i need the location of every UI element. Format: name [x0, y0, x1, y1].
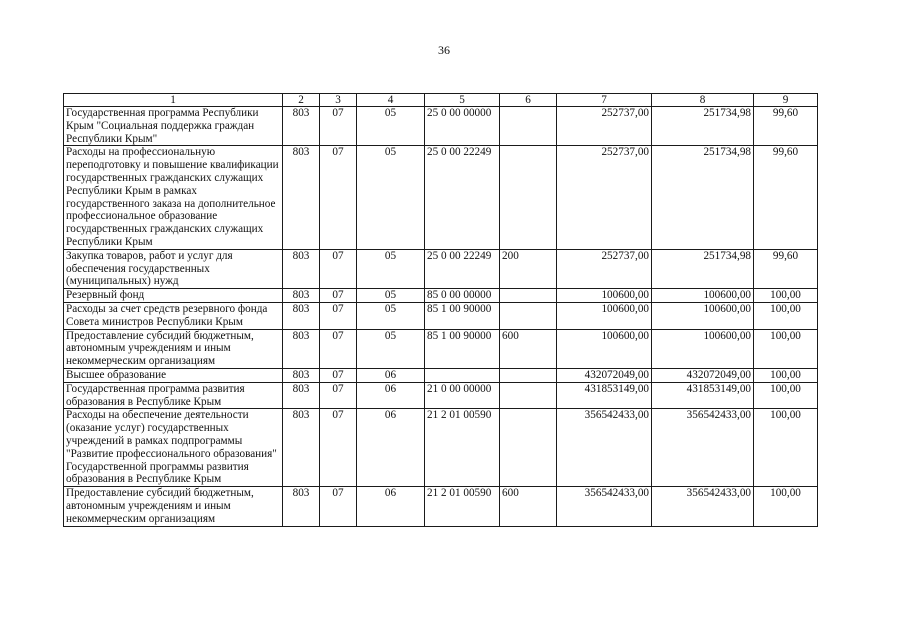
row-expense-type-cell: [500, 382, 557, 409]
table-body: [64, 107, 818, 527]
row-expense-type-cell: [500, 289, 557, 303]
row-executed-amount-cell: 431853149,00: [652, 382, 754, 409]
table-row: [64, 329, 818, 368]
row-target-article-cell: 25 0 00 22249: [425, 146, 500, 249]
row-subsection-cell: 06: [357, 409, 425, 487]
table-row: [64, 249, 818, 288]
row-code-cell: 803: [283, 107, 320, 146]
row-executed-amount-cell: 432072049,00: [652, 368, 754, 382]
row-executed-amount-cell: 100600,00: [652, 289, 754, 303]
table-row: [64, 382, 818, 409]
row-code-cell: 803: [283, 329, 320, 368]
row-code-cell: 803: [283, 487, 320, 526]
row-executed-amount-cell: 356542433,00: [652, 487, 754, 526]
row-target-article-cell: 21 0 00 00000: [425, 382, 500, 409]
row-executed-amount-cell: 251734,98: [652, 107, 754, 146]
row-target-article-cell: 25 0 00 22249: [425, 249, 500, 288]
row-section-cell: 07: [320, 302, 357, 329]
row-percent-cell: 100,00: [754, 409, 818, 487]
row-planned-amount-cell: 252737,00: [557, 249, 652, 288]
row-planned-amount-cell: 100600,00: [557, 329, 652, 368]
row-percent-cell: 100,00: [754, 487, 818, 526]
row-name-cell: Расходы на обеспечение деятельности (оказание услуг) государственных учреждений в рамках подпрограммы "Развитие профессионального образования" Государственной программы развития образования в Республике Крым: [64, 409, 283, 487]
row-expense-type-cell: [500, 368, 557, 382]
row-subsection-cell: 06: [357, 487, 425, 526]
row-target-article-cell: 85 1 00 90000: [425, 329, 500, 368]
row-target-article-cell: 85 0 00 00000: [425, 289, 500, 303]
row-executed-amount-cell: 100600,00: [652, 302, 754, 329]
row-executed-amount-cell: 100600,00: [652, 329, 754, 368]
table-row: [64, 146, 818, 249]
row-section-cell: 07: [320, 382, 357, 409]
row-subsection-cell: 05: [357, 329, 425, 368]
header-cell: 1: [64, 94, 283, 107]
row-subsection-cell: 05: [357, 302, 425, 329]
row-percent-cell: 99,60: [754, 107, 818, 146]
row-code-cell: 803: [283, 409, 320, 487]
row-section-cell: 07: [320, 107, 357, 146]
page-number: 36: [438, 43, 450, 57]
row-percent-cell: 100,00: [754, 289, 818, 303]
row-subsection-cell: 06: [357, 368, 425, 382]
row-subsection-cell: 05: [357, 289, 425, 303]
row-name-cell: Предоставление субсидий бюджетным, автономным учреждениям и иным некоммерческим организациям: [64, 487, 283, 526]
row-percent-cell: 100,00: [754, 329, 818, 368]
row-executed-amount-cell: 356542433,00: [652, 409, 754, 487]
row-subsection-cell: 05: [357, 249, 425, 288]
row-code-cell: 803: [283, 368, 320, 382]
row-subsection-cell: 05: [357, 107, 425, 146]
row-expense-type-cell: 600: [500, 329, 557, 368]
row-executed-amount-cell: 251734,98: [652, 146, 754, 249]
row-subsection-cell: 05: [357, 146, 425, 249]
table-row: [64, 107, 818, 146]
header-cell: 8: [652, 94, 754, 107]
row-section-cell: 07: [320, 487, 357, 526]
row-expense-type-cell: 200: [500, 249, 557, 288]
row-section-cell: 07: [320, 146, 357, 249]
header-cell: 5: [425, 94, 500, 107]
table-row: [64, 289, 818, 303]
table-row: [64, 409, 818, 487]
row-percent-cell: 100,00: [754, 368, 818, 382]
row-section-cell: 07: [320, 249, 357, 288]
table-row: [64, 368, 818, 382]
row-name-cell: Закупка товаров, работ и услуг для обеспечения государственных (муниципальных) нужд: [64, 249, 283, 288]
row-expense-type-cell: [500, 107, 557, 146]
row-percent-cell: 100,00: [754, 382, 818, 409]
row-section-cell: 07: [320, 289, 357, 303]
row-name-cell: Расходы за счет средств резервного фонда Совета министров Республики Крым: [64, 302, 283, 329]
row-target-article-cell: 21 2 01 00590: [425, 487, 500, 526]
header-cell: 2: [283, 94, 320, 107]
row-executed-amount-cell: 251734,98: [652, 249, 754, 288]
row-name-cell: Расходы на профессиональную переподготовку и повышение квалификации государственных гражданских служащих Республики Крым в рамках государственного заказа на дополнительное профессиональное образование государственных гражданских служащих Республики Крым: [64, 146, 283, 249]
header-row: [64, 94, 818, 107]
row-percent-cell: 99,60: [754, 146, 818, 249]
row-target-article-cell: [425, 368, 500, 382]
row-section-cell: 07: [320, 409, 357, 487]
header-cell: 7: [557, 94, 652, 107]
row-code-cell: 803: [283, 289, 320, 303]
row-code-cell: 803: [283, 302, 320, 329]
row-name-cell: Предоставление субсидий бюджетным, автономным учреждениям и иным некоммерческим организациям: [64, 329, 283, 368]
row-target-article-cell: 25 0 00 00000: [425, 107, 500, 146]
row-section-cell: 07: [320, 368, 357, 382]
row-section-cell: 07: [320, 329, 357, 368]
row-planned-amount-cell: 252737,00: [557, 107, 652, 146]
table-row: [64, 487, 818, 526]
row-name-cell: Высшее образование: [64, 368, 283, 382]
row-planned-amount-cell: 100600,00: [557, 289, 652, 303]
row-target-article-cell: 85 1 00 90000: [425, 302, 500, 329]
row-code-cell: 803: [283, 146, 320, 249]
row-name-cell: Государственная программа развития образования в Республике Крым: [64, 382, 283, 409]
row-target-article-cell: 21 2 01 00590: [425, 409, 500, 487]
row-planned-amount-cell: 252737,00: [557, 146, 652, 249]
row-planned-amount-cell: 431853149,00: [557, 382, 652, 409]
row-planned-amount-cell: 100600,00: [557, 302, 652, 329]
header-cell: 9: [754, 94, 818, 107]
row-code-cell: 803: [283, 249, 320, 288]
row-name-cell: Резервный фонд: [64, 289, 283, 303]
row-expense-type-cell: 600: [500, 487, 557, 526]
row-planned-amount-cell: 356542433,00: [557, 409, 652, 487]
row-expense-type-cell: [500, 146, 557, 249]
row-expense-type-cell: [500, 409, 557, 487]
budget-table: [63, 93, 818, 527]
row-code-cell: 803: [283, 382, 320, 409]
row-percent-cell: 100,00: [754, 302, 818, 329]
row-name-cell: Государственная программа Республики Крым "Социальная поддержка граждан Республики Крым": [64, 107, 283, 146]
header-cell: 6: [500, 94, 557, 107]
row-planned-amount-cell: 356542433,00: [557, 487, 652, 526]
row-percent-cell: 99,60: [754, 249, 818, 288]
row-expense-type-cell: [500, 302, 557, 329]
header-cell: 3: [320, 94, 357, 107]
header-cell: 4: [357, 94, 425, 107]
table-row: [64, 302, 818, 329]
row-subsection-cell: 06: [357, 382, 425, 409]
row-planned-amount-cell: 432072049,00: [557, 368, 652, 382]
